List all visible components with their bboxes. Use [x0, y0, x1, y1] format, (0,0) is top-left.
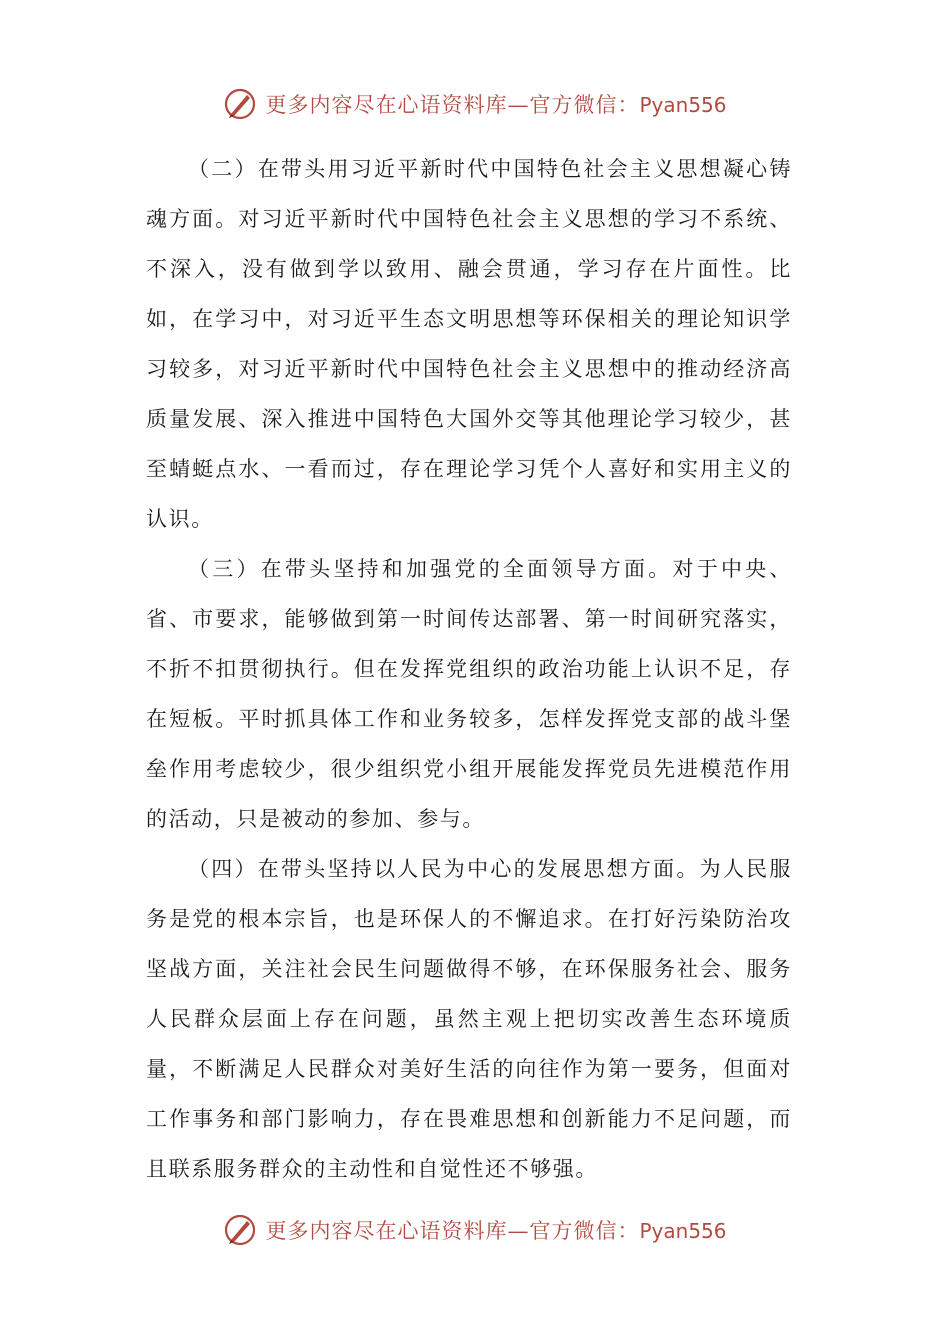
paragraph-four: （四）在带头坚持以人民为中心的发展思想方面。为人民服务是党的根本宗旨，也是环保人的不懈追求。在打好污染防治攻坚战方面，关注社会民生问题做得不够，在环保服务社会、服务人民群众层面上存在问题，虽然主观上把切实改善生态环境质量，不断满足人民群众对美好生活的向往作为第一要务，但面对工作事务和部门影响力，存在畏难思想和创新能力不足问题，而且联系服务群众的主动性和自觉性还不够强。: [146, 857, 792, 1181]
header-banner: [0, 84, 950, 124]
header-banner-text: [265, 89, 726, 119]
pen-logo-icon: [223, 87, 257, 121]
header-wechat-id: Pyan556: [639, 93, 727, 117]
footer-banner-text: [265, 1215, 726, 1245]
footer-wechat-id: Pyan556: [639, 1219, 727, 1243]
paragraph-two: （二）在带头用习近平新时代中国特色社会主义思想凝心铸魂方面。对习近平新时代中国特色社会主义思想的学习不系统、不深入，没有做到学以致用、融会贯通，学习存在片面性。比如，在学习中，对习近平生态文明思想等环保相关的理论知识学习较多，对习近平新时代中国特色社会主义思想中的推动经济高质量发展、深入推进中国特色大国外交等其他理论学习较少，甚至蜻蜓点水、一看而过，存在理论学习凭个人喜好和实用主义的认识。: [146, 157, 792, 531]
document-body: [146, 144, 792, 1194]
header-banner-label: 更多内容尽在心语资料库—官方微信：: [265, 93, 640, 117]
pen-logo-icon: [223, 1213, 257, 1247]
footer-banner: [0, 1210, 950, 1250]
paragraph-three: （三）在带头坚持和加强党的全面领导方面。对于中央、省、市要求，能够做到第一时间传达部署、第一时间研究落实，不折不扣贯彻执行。但在发挥党组织的政治功能上认识不足，存在短板。平时抓具体工作和业务较多，怎样发挥党支部的战斗堡垒作用考虑较少，很少组织党小组开展能发挥党员先进模范作用的活动，只是被动的参加、参与。: [146, 557, 792, 831]
footer-banner-label: 更多内容尽在心语资料库—官方微信：: [265, 1219, 640, 1243]
